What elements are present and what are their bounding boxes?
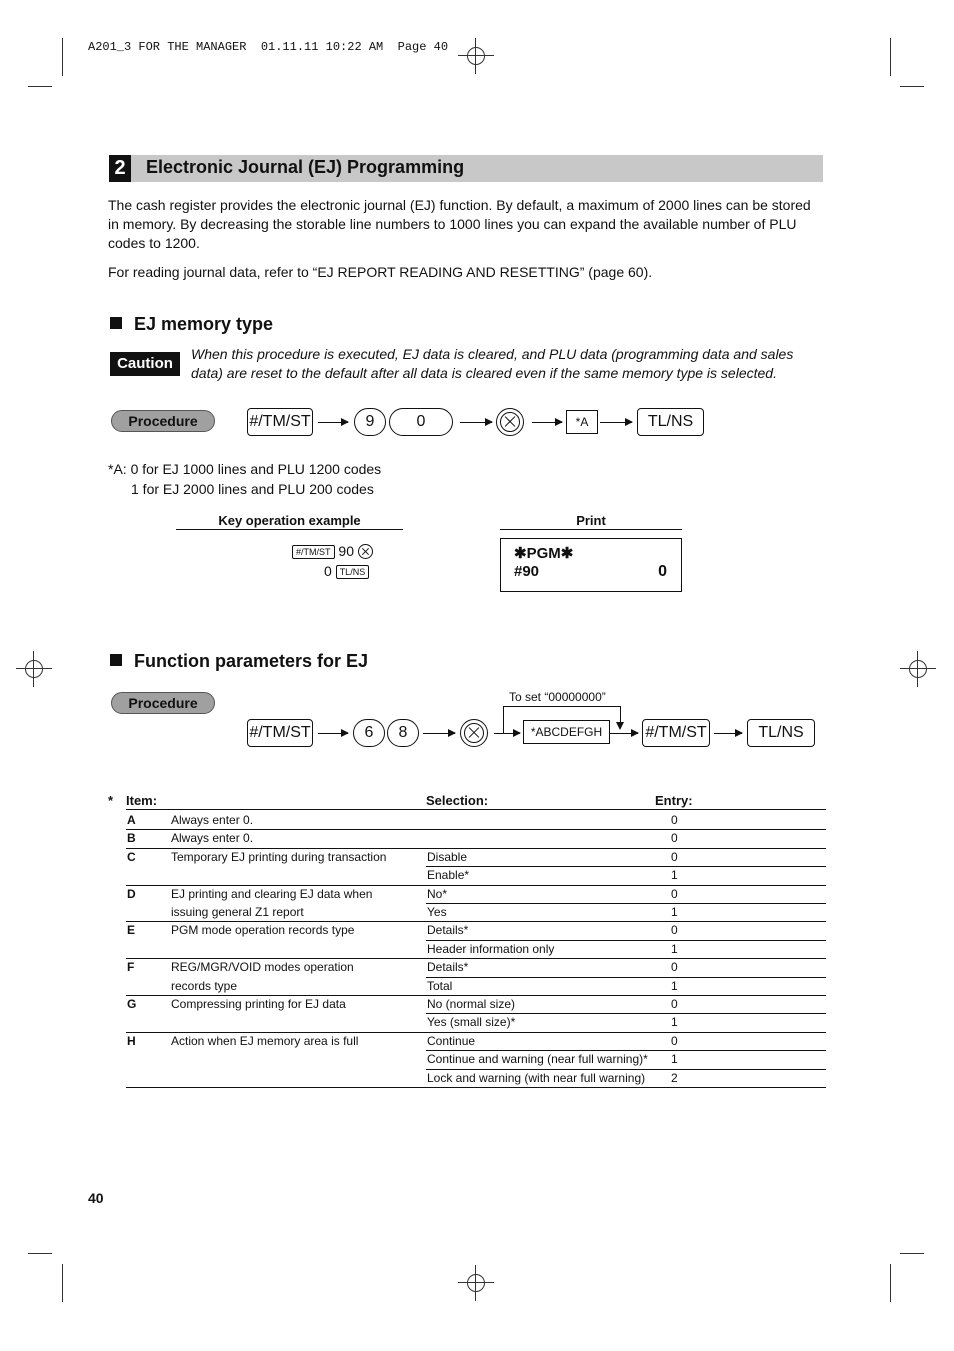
section-title: Electronic Journal (EJ) Programming xyxy=(146,157,465,177)
key-operation-heading: Key operation example xyxy=(176,513,403,530)
row-letter: B xyxy=(127,831,136,846)
key-9: 9 xyxy=(354,408,386,436)
table-star: * xyxy=(108,793,114,808)
section-number: 2 xyxy=(109,155,131,182)
row-rule xyxy=(126,958,826,959)
registration-mark xyxy=(458,1265,494,1301)
ej-memory-heading: EJ memory type xyxy=(110,314,273,335)
row-selection: No (normal size) xyxy=(427,997,516,1011)
receipt-pgm-line: ✱PGM✱ xyxy=(514,545,574,562)
row-letter: F xyxy=(127,960,135,975)
registration-mark xyxy=(900,651,936,687)
option-box-abcdefgh: *ABCDEFGH xyxy=(523,720,610,744)
row-item: Compressing printing for EJ data xyxy=(171,997,346,1011)
row-entry: 0 xyxy=(671,960,678,975)
row-item: Temporary EJ printing during transaction xyxy=(171,849,387,864)
row-entry: 0 xyxy=(671,831,678,846)
square-bullet-icon xyxy=(110,317,122,329)
print-slug: A201_3 FOR THE MANAGER 01.11.11 10:22 AM Page 40 xyxy=(88,40,449,54)
option-box-a: *A xyxy=(566,410,598,434)
arrow-icon xyxy=(714,733,742,734)
caution-badge: Caution xyxy=(110,352,180,376)
mini-multiply-key-icon xyxy=(358,544,373,559)
tm-st-key: #/TM/ST xyxy=(247,719,313,747)
crop-mark xyxy=(28,86,52,87)
row-letter: H xyxy=(127,1033,136,1048)
tl-ns-key: TL/NS xyxy=(637,408,704,436)
procedure-badge: Procedure xyxy=(111,410,215,432)
crop-mark xyxy=(890,1264,891,1302)
page-number: 40 xyxy=(88,1190,104,1206)
row-rule xyxy=(126,829,826,830)
row-selection: Details* xyxy=(427,960,469,975)
option-divider xyxy=(426,977,826,978)
row-item: issuing general Z1 report xyxy=(171,905,304,919)
mini-tl-ns-key: TL/NS xyxy=(336,565,370,579)
row-entry: 1 xyxy=(671,941,678,956)
crop-mark xyxy=(900,86,924,87)
receipt-code: #90 xyxy=(514,563,540,580)
arrow-icon xyxy=(318,422,348,423)
arrow-icon xyxy=(494,733,520,734)
key-operation-line2: 0 TL/NS xyxy=(324,561,369,581)
tm-st-key: #/TM/ST xyxy=(247,408,313,436)
row-entry: 1 xyxy=(671,1052,678,1067)
arrow-icon xyxy=(423,733,455,734)
print-heading: Print xyxy=(500,513,682,530)
row-item: Action when EJ memory area is full xyxy=(171,1033,359,1048)
multiply-key-icon xyxy=(460,719,488,747)
row-item: REG/MGR/VOID modes operation xyxy=(171,960,354,975)
mini-tm-st-key: #/TM/ST xyxy=(292,545,335,559)
row-selection: No* xyxy=(427,886,448,901)
row-letter: A xyxy=(127,813,136,827)
row-entry: 1 xyxy=(671,905,678,919)
loop-arrow-icon xyxy=(616,722,624,730)
row-entry: 0 xyxy=(671,923,678,938)
intro-paragraph: The cash register provides the electronic journal (EJ) function. By default, a maximum of 2000 lines can be stored in memory. By decreasing the storable line numbers to 1000 lines you can expand the available number of PLU codes to 1200. xyxy=(108,197,811,251)
row-entry: 0 xyxy=(671,1033,678,1048)
tl-ns-key: TL/NS xyxy=(747,719,815,747)
row-selection: Disable xyxy=(427,849,468,864)
row-letter: D xyxy=(127,886,136,901)
registration-mark xyxy=(16,651,52,687)
square-bullet-icon xyxy=(110,654,122,666)
row-item: Always enter 0. xyxy=(171,813,254,827)
arrow-icon xyxy=(532,422,562,423)
function-params-heading: Function parameters for EJ xyxy=(110,651,368,672)
row-rule xyxy=(126,921,826,922)
row-item: EJ printing and clearing EJ data when xyxy=(171,886,373,901)
key-0: 0 xyxy=(389,408,453,436)
row-entry: 1 xyxy=(671,978,678,993)
row-selection: Lock and warning (with near full warning) xyxy=(427,1070,646,1085)
crop-mark xyxy=(62,1264,63,1302)
crop-mark xyxy=(890,38,891,76)
row-rule xyxy=(126,995,826,996)
key-operation-line1: #/TM/ST 90 xyxy=(292,541,373,561)
receipt-value: 0 xyxy=(658,563,667,580)
print-receipt xyxy=(500,538,682,592)
row-entry: 0 xyxy=(671,997,678,1011)
row-letter: E xyxy=(127,923,136,938)
option-divider xyxy=(426,1050,826,1051)
crop-mark xyxy=(62,38,63,76)
option-divider xyxy=(426,1013,826,1014)
row-item: PGM mode operation records type xyxy=(171,923,355,938)
loop-line xyxy=(503,706,621,707)
row-entry: 0 xyxy=(671,849,678,864)
reading-note: For reading journal data, refer to “EJ REPORT READING AND RESETTING” (page 60). xyxy=(108,264,653,280)
row-selection: Enable* xyxy=(427,868,470,883)
option-divider xyxy=(426,903,826,904)
row-selection: Details* xyxy=(427,923,469,938)
row-letter: C xyxy=(127,849,136,864)
crop-mark xyxy=(28,1253,52,1254)
crop-mark xyxy=(900,1253,924,1254)
col-selection: Selection: xyxy=(426,793,489,808)
multiply-key-icon xyxy=(496,408,524,436)
row-selection: Continue xyxy=(427,1033,476,1048)
option-note-line2: 1 for EJ 2000 lines and PLU 200 codes xyxy=(131,481,374,497)
col-entry: Entry: xyxy=(655,793,693,808)
key-8: 8 xyxy=(387,719,419,747)
to-set-label: To set “00000000” xyxy=(509,690,606,704)
row-selection: Continue and warning (near full warning)* xyxy=(427,1052,648,1067)
option-divider xyxy=(426,866,826,867)
arrow-icon xyxy=(460,422,492,423)
key-6: 6 xyxy=(353,719,385,747)
row-entry: 1 xyxy=(671,868,678,883)
row-selection: Yes (small size)* xyxy=(427,1015,516,1030)
option-note-line1: *A: 0 for EJ 1000 lines and PLU 1200 codes xyxy=(108,461,382,477)
row-rule xyxy=(126,1087,826,1088)
row-entry: 2 xyxy=(671,1070,678,1085)
tm-st-key-2: #/TM/ST xyxy=(642,719,710,747)
loop-line xyxy=(503,706,504,733)
procedure-badge: Procedure xyxy=(111,692,215,714)
caution-text: When this procedure is executed, EJ data is cleared, and PLU data (programming data and sales data) are reset to the default after all data is cleared even if the same memory type is selected. xyxy=(191,346,794,381)
col-item: Item: xyxy=(126,793,158,808)
arrow-icon xyxy=(600,422,632,423)
row-letter: G xyxy=(127,997,137,1011)
row-selection: Header information only xyxy=(427,941,555,956)
arrow-icon xyxy=(318,733,348,734)
row-item: records type xyxy=(171,978,238,993)
registration-mark xyxy=(458,38,494,74)
row-entry: 0 xyxy=(671,886,678,901)
arrow-icon xyxy=(610,733,638,734)
row-entry: 0 xyxy=(671,813,678,827)
row-selection: Total xyxy=(427,978,453,993)
table-header-rule xyxy=(126,809,826,810)
row-entry: 1 xyxy=(671,1015,678,1030)
row-selection: Yes xyxy=(427,905,447,919)
row-item: Always enter 0. xyxy=(171,831,254,846)
